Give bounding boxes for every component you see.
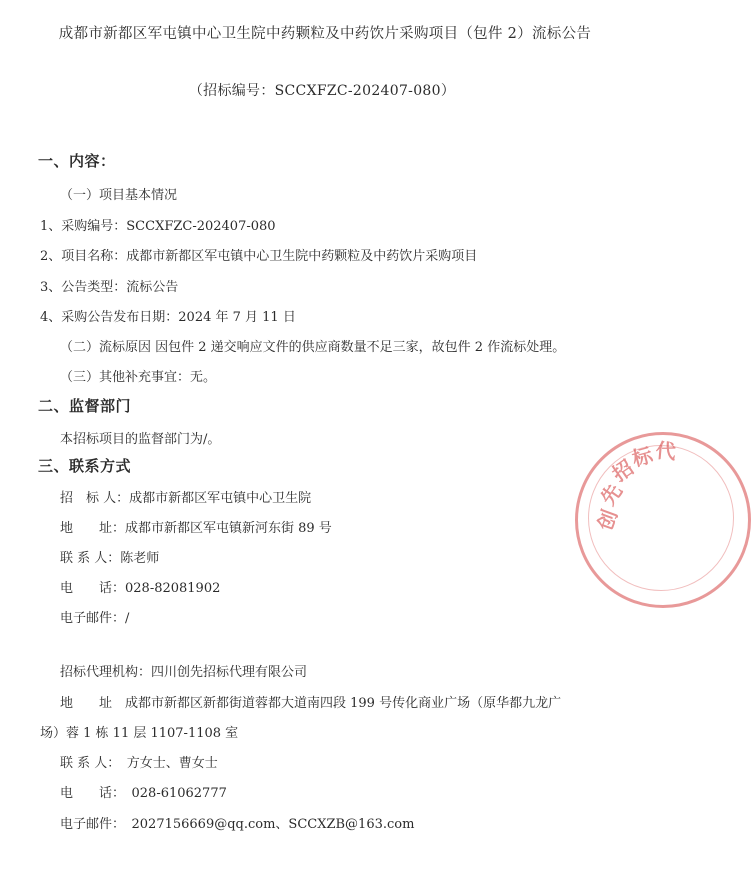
document-title: 成都市新都区军屯镇中心卫生院中药颗粒及中药饮片采购项目（包件 2）流标公告 (58, 26, 592, 42)
contact-phone: 电 话：028-82081902 (60, 581, 221, 596)
section-heading-content: 一、内容： (38, 152, 116, 170)
agency-contact-person: 联 系 人： 方女士、曹女士 (60, 756, 218, 771)
subsection-basic-info: （一）项目基本情况 (60, 188, 178, 203)
contact-person: 联 系 人：陈老师 (60, 551, 160, 566)
agency-address-line2: 场）蓉 1 栋 11 层 1107-1108 室 (40, 726, 239, 741)
item-project-name: 2、项目名称：成都市新都区军屯镇中心卫生院中药颗粒及中药饮片采购项目 (40, 249, 478, 264)
agency-email: 电子邮件： 2027156669@qq.com、SCCXZB@163.com (60, 817, 415, 832)
official-seal-stamp: 创 先 招 标 代 (575, 432, 751, 608)
item-publish-date: 4、采购公告发布日期：2024 年 7 月 11 日 (40, 310, 296, 325)
item-notice-type: 3、公告类型：流标公告 (40, 280, 179, 295)
agency-name: 招标代理机构：四川创先招标代理有限公司 (60, 665, 308, 680)
agency-address-line1: 地 址 成都市新都区新都街道蓉都大道南四段 199 号传化商业广场（原华都九龙广 (60, 696, 562, 711)
section-heading-supervision: 二、监督部门 (38, 397, 132, 415)
agency-phone: 电 话： 028-61062777 (60, 786, 227, 801)
subsection-other-matters: （三）其他补充事宜：无。 (60, 370, 217, 385)
contact-email: 电子邮件：/ (60, 611, 130, 626)
subsection-failure-reason: （二）流标原因 因包件 2 递交响应文件的供应商数量不足三家，故包件 2 作流标处理。 (60, 340, 566, 355)
tender-number: （招标编号：SCCXFZC-202407-080） (188, 83, 456, 99)
item-procurement-number: 1、采购编号：SCCXFZC-202407-080 (40, 219, 276, 234)
supervision-text: 本招标项目的监督部门为/。 (60, 432, 221, 447)
section-heading-contact: 三、联系方式 (38, 457, 132, 475)
contact-address: 地 址：成都市新都区军屯镇新河东街 89 号 (60, 521, 332, 536)
contact-tenderer: 招 标 人：成都市新都区军屯镇中心卫生院 (60, 491, 312, 506)
